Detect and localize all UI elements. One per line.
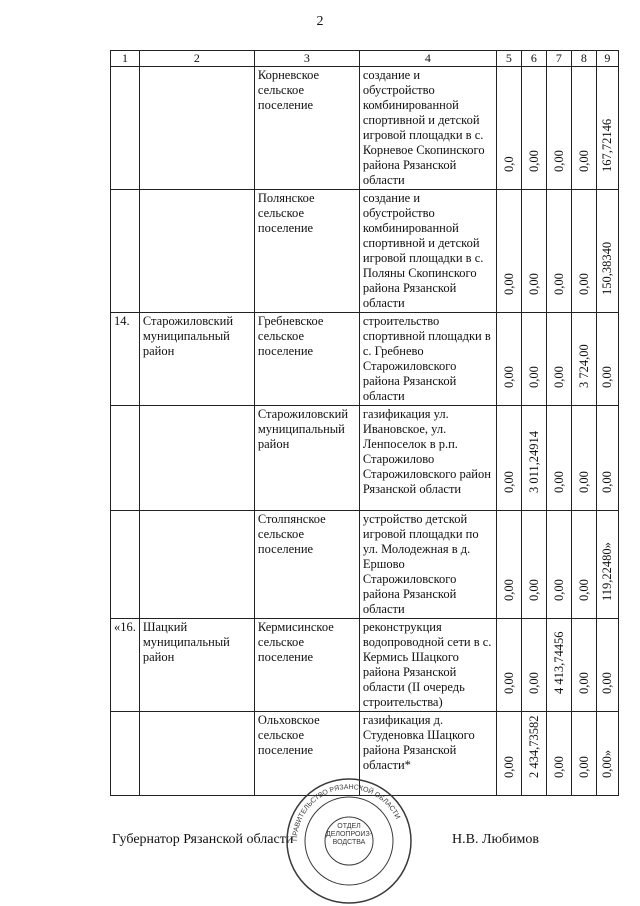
- table-row: [111, 190, 619, 313]
- value-cell: [571, 406, 596, 511]
- value-cell: [496, 67, 521, 190]
- budget-table: [110, 50, 619, 796]
- value-col6: 3 011,24914: [526, 430, 541, 493]
- value-cell: [571, 67, 596, 190]
- value-cell: [596, 190, 618, 313]
- value-cell: [496, 511, 521, 619]
- table-row: [111, 406, 619, 511]
- settlement-cell: Старожиловский муниципальный район: [254, 406, 359, 511]
- table-row: [111, 67, 619, 190]
- object-cell: создание и обустройство комбинированной спортивной и детской игровой площадки в с. Корневое Скопинского района Рязанской области: [359, 67, 496, 190]
- value-col6: 0,00: [526, 366, 541, 388]
- value-col8: 0,00: [576, 672, 591, 694]
- value-col6: 0,00: [526, 150, 541, 172]
- object-cell: строительство спортивной площадки в с. Гребнево Старожиловского района Рязанской области: [359, 313, 496, 406]
- value-cell: [546, 313, 571, 406]
- value-col8: 0,00: [576, 273, 591, 295]
- value-cell: [571, 619, 596, 712]
- value-col8: 0,00: [576, 150, 591, 172]
- object-cell: газификация д. Студеновка Шацкого района Рязанской области*: [359, 712, 496, 796]
- row-number: [111, 190, 140, 313]
- row-number: 14.: [111, 313, 140, 406]
- table-row: [111, 619, 619, 712]
- value-cell: [546, 406, 571, 511]
- value-col9: 150,38340: [600, 241, 615, 295]
- value-col8: 0,00: [576, 756, 591, 778]
- col-header: 2: [139, 51, 254, 67]
- value-col8: 0,00: [576, 471, 591, 493]
- value-cell: [521, 313, 546, 406]
- settlement-cell: Полянское сельское поселение: [254, 190, 359, 313]
- district-cell: [139, 67, 254, 190]
- value-cell: [596, 712, 618, 796]
- value-col7: 0,00: [551, 579, 566, 601]
- value-cell: [496, 406, 521, 511]
- value-cell: [571, 712, 596, 796]
- value-cell: [521, 619, 546, 712]
- value-cell: [546, 511, 571, 619]
- row-number: [111, 712, 140, 796]
- value-cell: [546, 619, 571, 712]
- object-cell: реконструкция водопроводной сети в с. Кермись Шацкого района Рязанской области (II очередь строительства): [359, 619, 496, 712]
- value-col6: 2 434,73582: [526, 715, 541, 778]
- value-col5: 0,00: [501, 756, 516, 778]
- value-col5: 0,00: [501, 366, 516, 388]
- value-cell: [596, 406, 618, 511]
- object-cell: устройство детской игровой площадки по ул. Молодежная в д. Ершово Старожиловского района Рязанской области: [359, 511, 496, 619]
- table-row: [111, 511, 619, 619]
- object-cell: создание и обустройство комбинированной спортивной и детской игровой площадки в с. Поляны Скопинского района Рязанской области: [359, 190, 496, 313]
- value-col7: 0,00: [551, 756, 566, 778]
- value-col6: 0,00: [526, 672, 541, 694]
- value-cell: [596, 511, 618, 619]
- value-col9: 119,22480»: [600, 542, 615, 601]
- value-col5: 0,00: [501, 579, 516, 601]
- governor-name: Н.В. Любимов: [452, 832, 539, 847]
- governor-title: Губернатор Рязанской области: [112, 832, 294, 847]
- value-cell: [596, 313, 618, 406]
- value-col6: 0,00: [526, 273, 541, 295]
- page-number: 2: [316, 14, 324, 29]
- value-col7: 4 413,74456: [551, 631, 566, 694]
- value-cell: [496, 313, 521, 406]
- table-row: [111, 313, 619, 406]
- value-col9: 0,00: [600, 366, 615, 388]
- district-cell: [139, 190, 254, 313]
- col-header: 9: [596, 51, 618, 67]
- settlement-cell: Кермисинское сельское поселение: [254, 619, 359, 712]
- settlement-cell: Гребневское сельское поселение: [254, 313, 359, 406]
- col-header: 4: [359, 51, 496, 67]
- value-cell: [546, 712, 571, 796]
- official-seal: [284, 776, 414, 906]
- district-cell: Шацкий муниципальный район: [139, 619, 254, 712]
- district-cell: Старожиловский муниципальный район: [139, 313, 254, 406]
- col-header: 6: [521, 51, 546, 67]
- row-number: [111, 67, 140, 190]
- value-cell: [571, 190, 596, 313]
- value-cell: [496, 619, 521, 712]
- value-col5: 0,00: [501, 672, 516, 694]
- settlement-cell: Корневское сельское поселение: [254, 67, 359, 190]
- object-cell: газификация ул. Ивановское, ул. Ленпоселок в р.п. Старожилово Старожиловского район Рязанской области: [359, 406, 496, 511]
- value-cell: [546, 67, 571, 190]
- value-col7: 0,00: [551, 273, 566, 295]
- value-cell: [521, 406, 546, 511]
- value-col5: 0,0: [501, 156, 516, 172]
- row-number: «16.: [111, 619, 140, 712]
- value-cell: [571, 511, 596, 619]
- value-cell: [521, 67, 546, 190]
- table-header-row: [111, 51, 619, 67]
- value-col9: 0,00: [600, 471, 615, 493]
- col-header: 7: [546, 51, 571, 67]
- district-cell: [139, 406, 254, 511]
- seal-outer-text: ПРАВИТЕЛЬСТВО РЯЗАНСКОЙ ОБЛАСТИ: [291, 783, 401, 842]
- value-cell: [496, 190, 521, 313]
- value-cell: [596, 619, 618, 712]
- value-col9: 167,72146: [600, 118, 615, 172]
- value-col7: 0,00: [551, 150, 566, 172]
- seal-center-text: ОТДЕЛ ДЕЛОПРОИЗ- ВОДСТВА: [325, 823, 373, 846]
- value-col5: 0,00: [501, 273, 516, 295]
- value-col5: 0,00: [501, 471, 516, 493]
- value-col7: 0,00: [551, 471, 566, 493]
- value-cell: [496, 712, 521, 796]
- value-col9: 0,00: [600, 672, 615, 694]
- col-header: 8: [571, 51, 596, 67]
- row-number: [111, 511, 140, 619]
- value-cell: [521, 511, 546, 619]
- district-cell: [139, 511, 254, 619]
- value-cell: [596, 67, 618, 190]
- value-col9: 0,00»: [600, 749, 615, 778]
- value-cell: [521, 190, 546, 313]
- value-col8: 3 724,00: [576, 344, 591, 388]
- value-cell: [521, 712, 546, 796]
- value-col8: 0,00: [576, 579, 591, 601]
- settlement-cell: Столпянское сельское поселение: [254, 511, 359, 619]
- row-number: [111, 406, 140, 511]
- col-header: 3: [254, 51, 359, 67]
- value-col6: 0,00: [526, 579, 541, 601]
- value-cell: [546, 190, 571, 313]
- value-cell: [571, 313, 596, 406]
- col-header: 5: [496, 51, 521, 67]
- col-header: 1: [111, 51, 140, 67]
- settlement-cell: Ольховское сельское поселение: [254, 712, 359, 796]
- value-col7: 0,00: [551, 366, 566, 388]
- district-cell: [139, 712, 254, 796]
